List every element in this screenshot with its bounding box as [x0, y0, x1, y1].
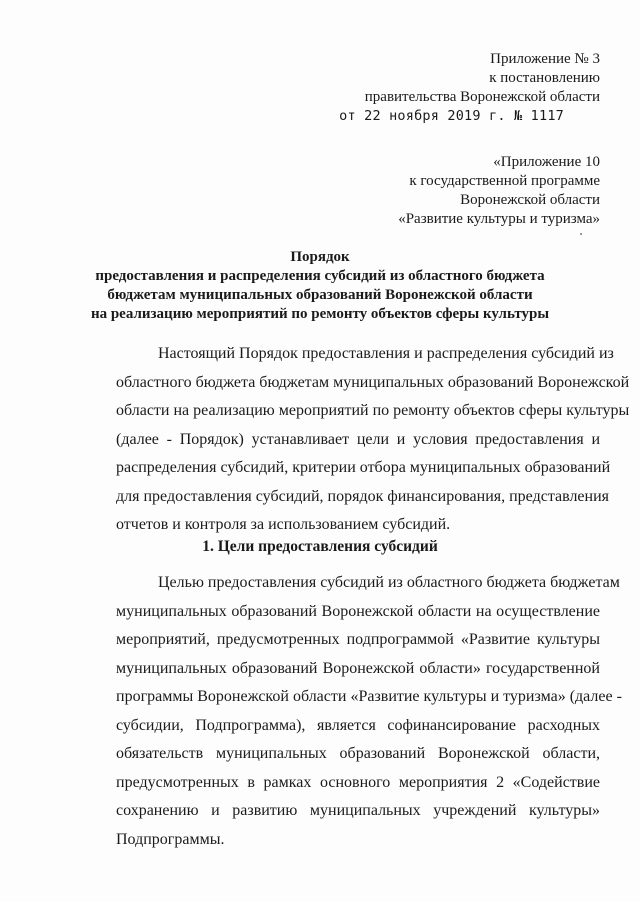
- text-line: (далее - Порядок) устанавливает цели и условия предоставления и: [116, 430, 600, 448]
- text-line: Настоящий Порядок предоставления и распределения субсидий из: [158, 345, 614, 362]
- text-line: муниципальных образований Воронежской области на осуществление: [116, 602, 600, 620]
- appendix-date-number: от 22 ноября 2019 г. № 1117: [339, 108, 564, 124]
- appendix-government: правительства Воронежской области: [364, 89, 600, 105]
- text-line: обязательств муниципальных образований Воронежской области,: [116, 745, 600, 762]
- title-line-2: предоставления и распределения субсидий из областного бюджета: [95, 268, 545, 284]
- text-line: области на реализацию мероприятий по ремонту объектов сферы культуры: [116, 402, 630, 419]
- section-1-paragraph: [116, 569, 622, 854]
- program-appendix-name: «Развитие культуры и туризма»: [398, 211, 600, 227]
- text-line: муниципальных образований Воронежской области» государственной: [116, 659, 600, 677]
- text-line: областного бюджета бюджетам муниципальных образований Воронежской: [116, 373, 630, 391]
- appendix-number: Приложение № 3: [490, 51, 600, 67]
- program-appendix-header: [398, 153, 600, 229]
- document-title: [40, 248, 600, 324]
- title-line-1: Порядок: [290, 249, 350, 265]
- title-line-3: бюджетам муниципальных образований Воронежской области: [107, 287, 533, 303]
- text-line: субсидии, Подпрограмма), является софинансирование расходных: [116, 716, 600, 734]
- title-line-4: на реализацию мероприятий по ремонту объектов сферы культуры: [90, 306, 550, 322]
- intro-paragraph: [116, 340, 630, 540]
- section-1-heading: 1. Цели предоставления субсидий: [202, 538, 438, 555]
- text-line: Подпрограммы.: [116, 830, 225, 848]
- appendix-header: [339, 50, 600, 126]
- program-appendix-number: «Приложение 10: [493, 154, 600, 170]
- program-appendix-to-program: к государственной программе: [409, 173, 600, 189]
- scan-speck: [580, 233, 582, 235]
- text-line: предусмотренных в рамках основного мероприятия 2 «Содействие: [116, 773, 600, 791]
- text-line: отчетов и контроля за использованием субсидий.: [116, 516, 451, 533]
- text-line: для предоставления субсидий, порядок финансирования, представления: [116, 487, 610, 505]
- text-line: программы Воронежской области «Развитие культуры и туризма» (далее -: [116, 688, 622, 705]
- text-line: распределения субсидий, критерии отбора муниципальных образований: [116, 459, 611, 476]
- program-appendix-region: Воронежской области: [460, 192, 600, 208]
- appendix-to-resolution: к постановлению: [489, 70, 600, 86]
- text-line: сохранению и развитию муниципальных учреждений культуры»: [116, 802, 600, 819]
- text-line: Целью предоставления субсидий из областного бюджета бюджетам: [158, 574, 620, 591]
- text-line: мероприятий, предусмотренных подпрограммой «Развитие культуры: [116, 631, 600, 648]
